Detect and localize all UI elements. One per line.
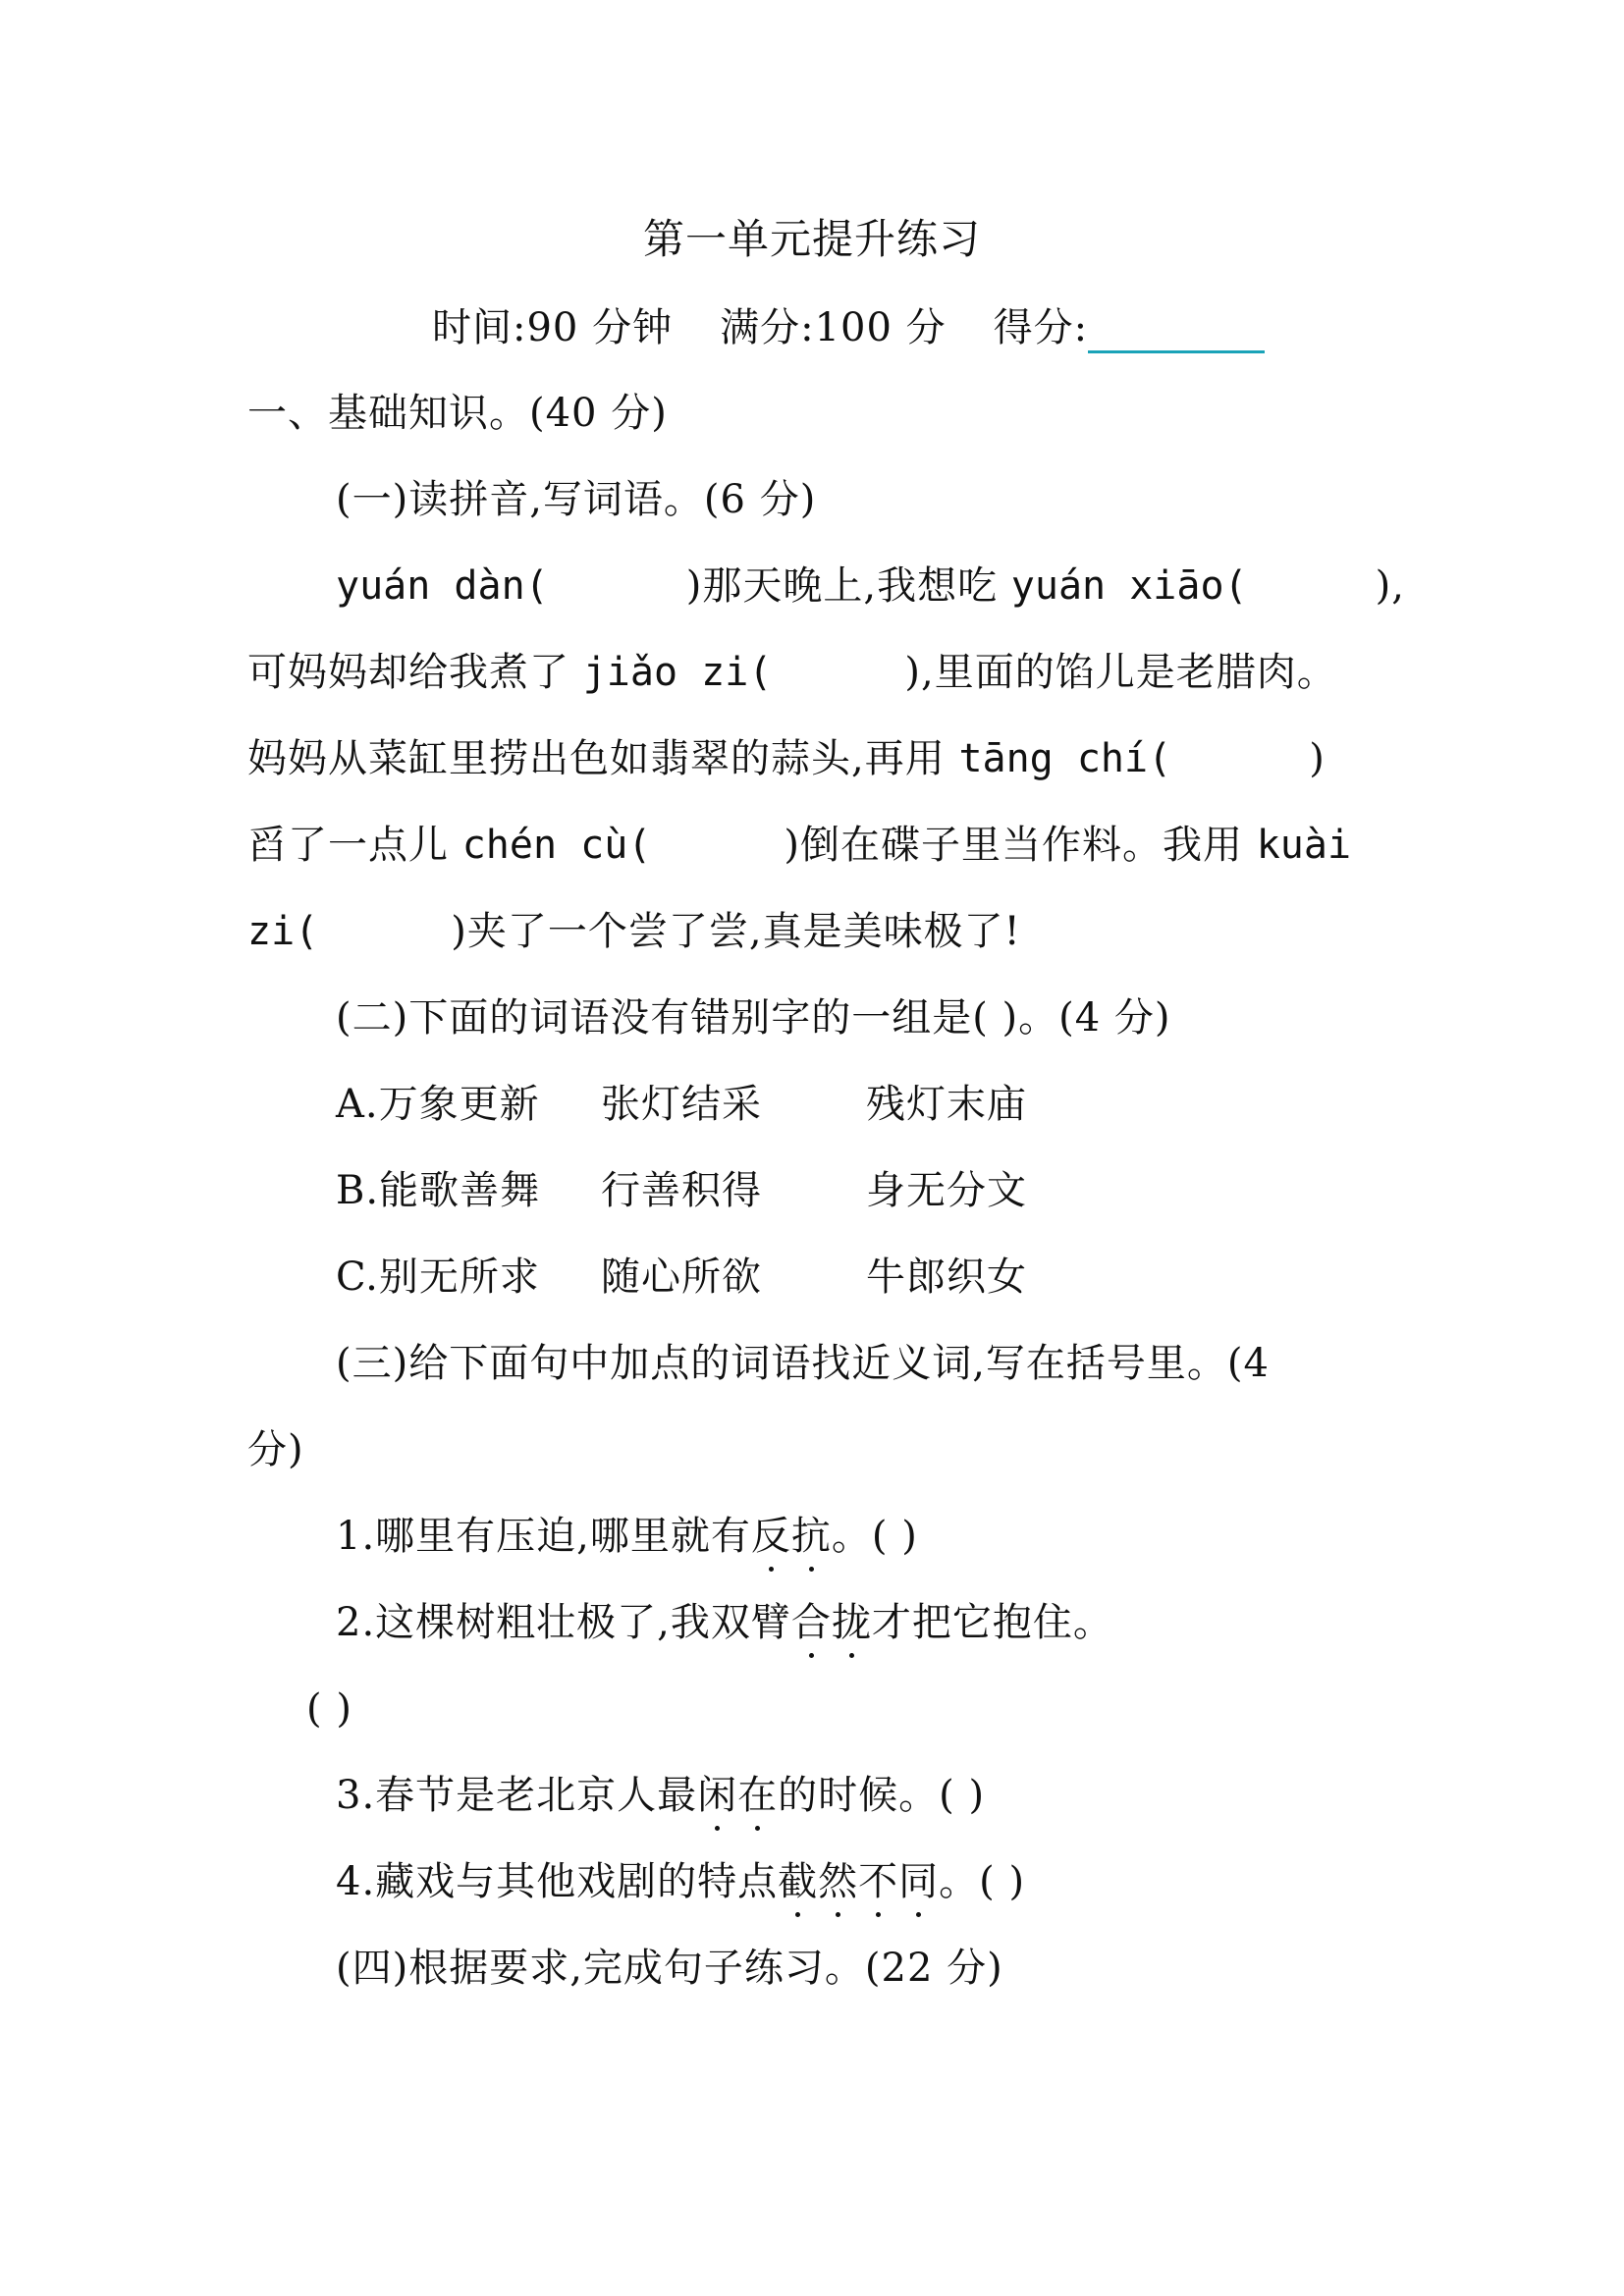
time-info: 时间:90 分钟 — [432, 305, 674, 350]
text-segment: )倒在碟子里当作料。我用 — [784, 823, 1257, 868]
pinyin-jiaozi: jiǎo zi( — [582, 650, 773, 695]
text-segment: 3.春节是老北京人最 — [336, 1773, 698, 1818]
q1-heading-text: (一)读拼音,写词语。(6 分) — [336, 477, 817, 522]
answer-bracket[interactable]: 。( ) — [939, 1859, 1026, 1904]
q4-heading-text: (四)根据要求,完成句子练习。(22 分) — [336, 1946, 1003, 1991]
dotted-char: 然 — [818, 1856, 858, 1907]
full-score-info: 满分:100 分 — [720, 305, 947, 350]
q2-heading-text: (二)下面的词语没有错别字的一组是( )。(4 分) — [336, 995, 1171, 1041]
dotted-char: 抗 — [791, 1511, 832, 1562]
dotted-char: 拢 — [832, 1597, 872, 1648]
dotted-char: 闲 — [697, 1770, 737, 1821]
option-b-word-3: 身无分文 — [866, 1168, 1027, 1213]
q3-sentence-4 — [336, 1856, 1025, 1907]
q3-sentence-3 — [336, 1770, 985, 1821]
text-segment: 2.这棵树粗壮极了,我双臂 — [336, 1600, 791, 1645]
score-blank[interactable] — [1088, 311, 1265, 353]
answer-bracket[interactable]: 的时候。( ) — [778, 1773, 986, 1818]
option-c-word-1: C.别无所求 — [336, 1255, 540, 1300]
q1-line-5 — [247, 906, 1021, 957]
pinyin-zi: zi( — [247, 909, 319, 954]
option-c-word-2: 随心所欲 — [601, 1255, 762, 1300]
q3-heading-cont — [247, 1424, 304, 1475]
option-a-word-3: 残灯末庙 — [866, 1082, 1027, 1127]
text-segment: ),里面的馅儿是老腊肉。 — [904, 650, 1337, 695]
pinyin-yuanxiao: yuán xiāo( — [1010, 563, 1248, 609]
q2-option-c[interactable] — [336, 1252, 1027, 1303]
q4-heading — [336, 1943, 1003, 1994]
text-segment: 才把它抱住。 — [871, 1600, 1113, 1645]
section1-heading — [247, 388, 668, 439]
dotted-char: 同 — [898, 1856, 939, 1907]
q3-sentence-1 — [336, 1511, 918, 1562]
pinyin-yuandan: yuán dàn( — [336, 563, 549, 609]
pinyin-chencu: chén cù( — [461, 823, 652, 868]
dotted-char: 合 — [791, 1597, 832, 1648]
page-title — [0, 214, 1624, 265]
text-segment: 舀了一点儿 — [247, 823, 462, 868]
dotted-char: 截 — [778, 1856, 818, 1907]
q3-heading-text: (三)给下面句中加点的词语找近义词,写在括号里。(4 — [336, 1341, 1270, 1386]
q3-heading-text-cont: 分) — [247, 1427, 304, 1472]
title-text: 第一单元提升练习 — [642, 215, 981, 263]
q2-option-a[interactable] — [336, 1079, 1027, 1130]
q3-heading — [336, 1338, 1270, 1389]
q1-line-4 — [247, 820, 1351, 871]
section1-heading-text: 一、基础知识。(40 分) — [247, 391, 668, 436]
text-segment: 4.藏戏与其他戏剧的特点 — [336, 1859, 779, 1904]
option-b-word-1: B.能歌善舞 — [336, 1168, 541, 1213]
text-segment: ) — [1309, 736, 1326, 781]
text-segment: 1.哪里有压迫,哪里就有 — [336, 1514, 751, 1559]
text-segment: 妈妈从菜缸里捞出色如翡翠的蒜头,再用 — [247, 736, 959, 781]
q2-option-b[interactable] — [336, 1165, 1027, 1216]
option-b-word-2: 行善积得 — [601, 1168, 762, 1213]
text-segment: )那天晚上,我想吃 — [685, 563, 1011, 609]
option-a-word-1: A.万象更新 — [336, 1082, 540, 1127]
dotted-char: 不 — [858, 1856, 898, 1907]
q1-line-1 — [336, 561, 1405, 612]
answer-bracket[interactable]: 。( ) — [831, 1514, 918, 1559]
q3-sentence-2 — [336, 1597, 1113, 1648]
score-label: 得分: — [993, 305, 1089, 350]
q2-heading — [336, 992, 1171, 1043]
pinyin-tangchi: tāng chí( — [958, 736, 1172, 781]
pinyin-kuai: kuài — [1256, 823, 1352, 868]
text-segment: )夹了一个尝了尝,真是美味极了! — [451, 909, 1021, 954]
option-a-word-2: 张灯结采 — [601, 1082, 762, 1127]
answer-bracket[interactable]: ( ) — [306, 1686, 352, 1732]
dotted-char: 反 — [751, 1511, 791, 1562]
dotted-char: 在 — [737, 1770, 778, 1821]
q1-line-3 — [247, 733, 1326, 784]
exam-info-line — [432, 302, 1265, 353]
q1-line-2 — [247, 647, 1337, 698]
q3-sentence-2-bracket[interactable] — [306, 1683, 352, 1735]
q1-heading — [336, 474, 816, 525]
option-c-word-3: 牛郎织女 — [866, 1255, 1027, 1300]
text-segment: 可妈妈却给我煮了 — [247, 650, 583, 695]
text-segment: ), — [1375, 563, 1405, 609]
